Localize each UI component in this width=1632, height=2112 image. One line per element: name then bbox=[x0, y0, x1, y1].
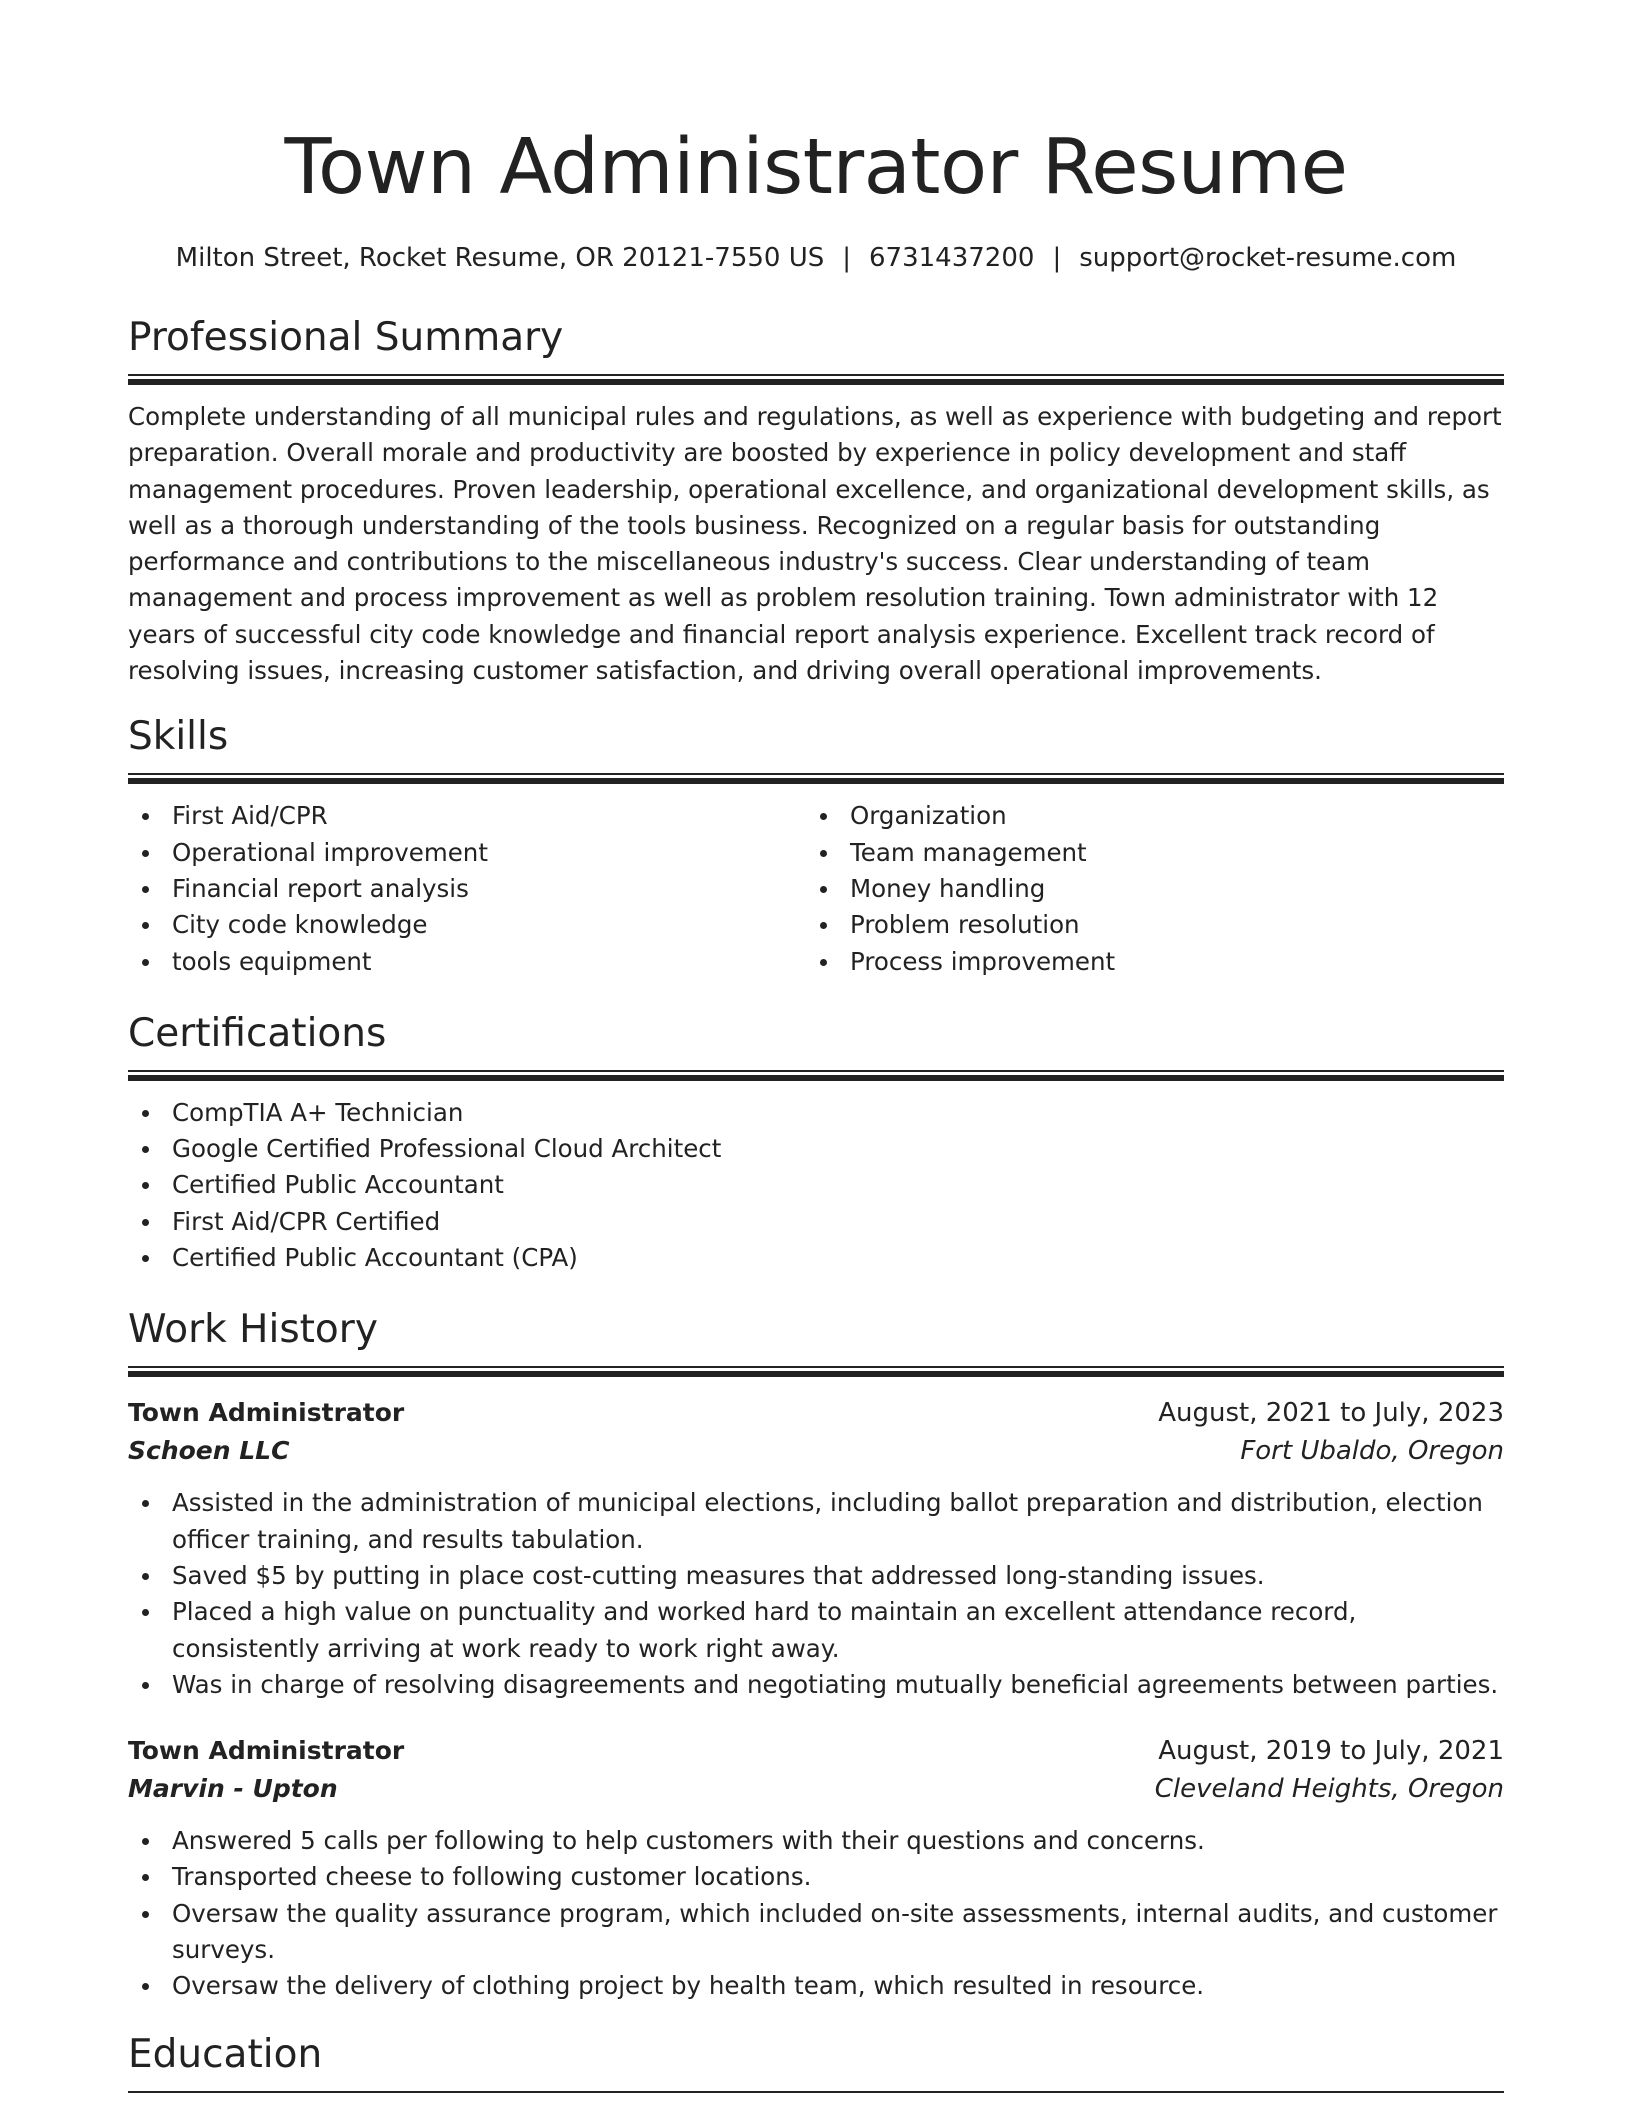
job-dates: August, 2021 to July, 2023 bbox=[1158, 1398, 1504, 1429]
skill-item: Operational improvement bbox=[128, 835, 806, 871]
skills-list-right bbox=[806, 798, 1484, 979]
certification-item: Certified Public Accountant bbox=[128, 1167, 1504, 1203]
skill-item: Financial report analysis bbox=[128, 871, 806, 907]
job-bullets bbox=[128, 1485, 1504, 1703]
certification-item: CompTIA A+ Technician bbox=[128, 1095, 1504, 1131]
certifications-list bbox=[128, 1095, 1504, 1276]
skills-grid bbox=[128, 798, 1504, 979]
certifications-heading: Certifications bbox=[128, 1010, 387, 1056]
skill-item: Money handling bbox=[806, 871, 1484, 907]
contact-email: support@rocket-resume.com bbox=[1079, 243, 1457, 273]
job-bullet: Answered 5 calls per following to help customers with their questions and concerns. bbox=[128, 1823, 1504, 1859]
job-company-row bbox=[128, 1431, 1504, 1471]
section-divider bbox=[128, 1366, 1504, 1377]
job-company: Marvin - Upton bbox=[128, 1774, 338, 1804]
contact-phone: 6731437200 bbox=[869, 243, 1035, 273]
skill-item: City code knowledge bbox=[128, 907, 806, 943]
contact-separator: | bbox=[1052, 243, 1062, 273]
education-section bbox=[128, 2031, 1504, 2093]
summary-section bbox=[128, 314, 1504, 689]
skill-item: Organization bbox=[806, 798, 1484, 834]
job-location: Cleveland Heights, Oregon bbox=[1154, 1774, 1504, 1805]
job-bullet: Oversaw the delivery of clothing project by health team, which resulted in resource. bbox=[128, 1968, 1504, 2004]
contact-separator: | bbox=[842, 243, 852, 273]
job-title: Town Administrator bbox=[128, 1398, 405, 1428]
skill-item: Problem resolution bbox=[806, 907, 1484, 943]
contact-line bbox=[128, 242, 1504, 274]
jobs-list bbox=[128, 1395, 1504, 2004]
section-divider bbox=[128, 1070, 1504, 1081]
job-entry bbox=[128, 1395, 1504, 1703]
job-bullet: Transported cheese to following customer locations. bbox=[128, 1859, 1504, 1895]
skill-item: Process improvement bbox=[806, 944, 1484, 980]
resume-page bbox=[128, 0, 1504, 2093]
job-entry bbox=[128, 1733, 1504, 2004]
job-dates: August, 2019 to July, 2021 bbox=[1158, 1736, 1504, 1767]
summary-heading: Professional Summary bbox=[128, 315, 564, 360]
skills-list-left bbox=[128, 798, 806, 979]
job-header-row bbox=[128, 1733, 1504, 1769]
skills-section bbox=[128, 713, 1504, 979]
skills-heading: Skills bbox=[128, 714, 229, 760]
job-bullet: Placed a high value on punctuality and worked hard to maintain an excellent attendance record, consistently arriving at work ready to work right away. bbox=[128, 1594, 1504, 1667]
job-bullet: Was in charge of resolving disagreements and negotiating mutually beneficial agreements between parties. bbox=[128, 1667, 1504, 1703]
skill-item: First Aid/CPR bbox=[128, 798, 806, 834]
certifications-section bbox=[128, 1010, 1504, 1276]
resume-title: Town Administrator Resume bbox=[284, 123, 1348, 212]
work-history-heading: Work History bbox=[128, 1307, 378, 1353]
section-divider bbox=[128, 2091, 1504, 2093]
job-header-row bbox=[128, 1395, 1504, 1431]
job-title: Town Administrator bbox=[128, 1736, 405, 1766]
section-divider bbox=[128, 773, 1504, 784]
certification-item: First Aid/CPR Certified bbox=[128, 1204, 1504, 1240]
skill-item: tools equipment bbox=[128, 944, 806, 980]
contact-address: Milton Street, Rocket Resume, OR 20121-7550 US bbox=[175, 243, 825, 273]
job-location: Fort Ubaldo, Oregon bbox=[1240, 1436, 1504, 1467]
job-company-row bbox=[128, 1769, 1504, 1809]
skill-item: Team management bbox=[806, 835, 1484, 871]
job-bullet: Oversaw the quality assurance program, which included on-site assessments, internal audits, and customer surveys. bbox=[128, 1896, 1504, 1969]
certification-item: Certified Public Accountant (CPA) bbox=[128, 1240, 1504, 1276]
summary-text: Complete understanding of all municipal rules and regulations, as well as experience with budgeting and report preparation. Overall morale and productivity are boosted by experience in policy development and staff management procedures. Proven leadership, operational excellence, and organizational development skills, as well as a thorough understanding of the tools business. Recognized on a regular basis for outstanding performance and contributions to the miscellaneous industry's success. Clear understanding of team management and process improvement as well as problem resolution training. Town administrator with 12 years of successful city code knowledge and financial report analysis experience. Excellent track record of resolving issues, increasing customer satisfaction, and driving overall operational improvements. bbox=[128, 402, 1502, 686]
work-history-section bbox=[128, 1306, 1504, 2004]
section-divider bbox=[128, 374, 1504, 385]
education-heading: Education bbox=[128, 2031, 323, 2077]
certification-item: Google Certified Professional Cloud Architect bbox=[128, 1131, 1504, 1167]
job-bullet: Assisted in the administration of municipal elections, including ballot preparation and distribution, election officer training, and results tabulation. bbox=[128, 1485, 1504, 1558]
job-company: Schoen LLC bbox=[128, 1436, 290, 1466]
job-bullet: Saved $5 by putting in place cost-cutting measures that addressed long-standing issues. bbox=[128, 1558, 1504, 1594]
job-bullets bbox=[128, 1823, 1504, 2004]
